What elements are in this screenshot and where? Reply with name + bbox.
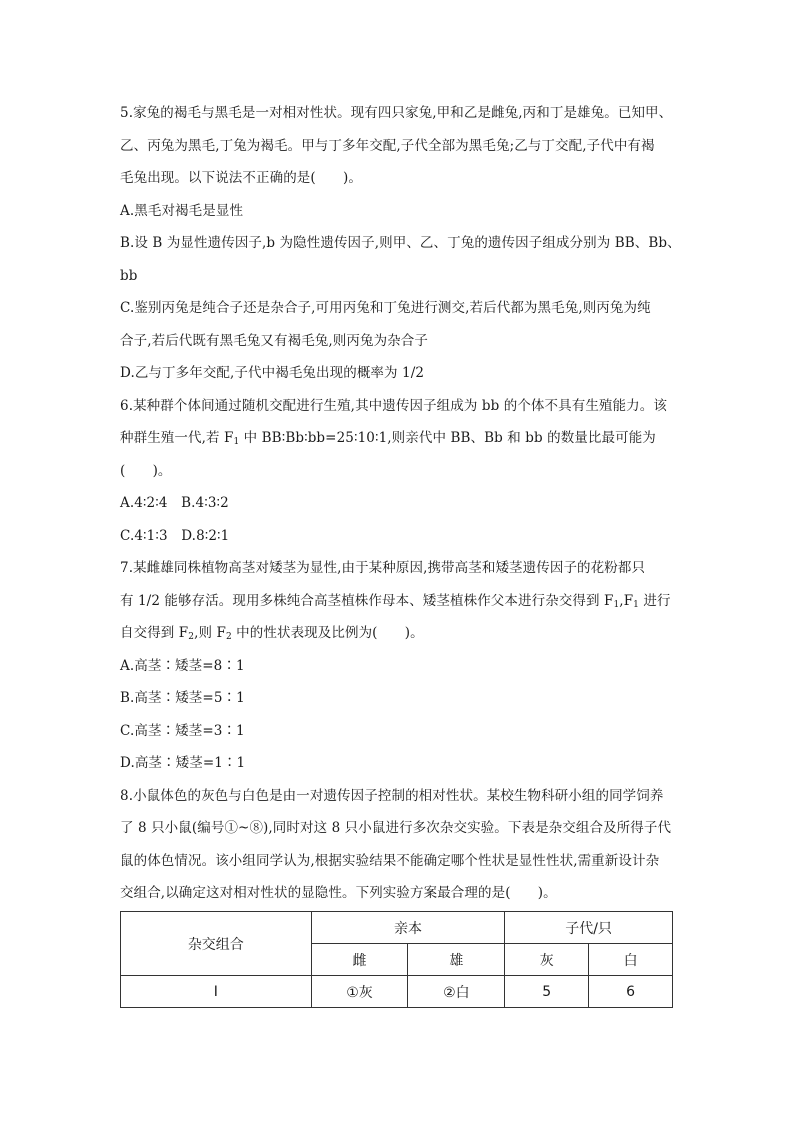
header-gray: 灰 bbox=[505, 944, 589, 976]
q6-options-ab: A.4∶2∶4 B.4∶3∶2 bbox=[120, 495, 229, 511]
q7-stem-line2: 有 1/2 能够存活。现用多株纯合高茎植株作母本、矮茎植株作父本进行杂交得到 $F_1,F_1$ 进行 bbox=[120, 593, 671, 610]
q7-option-d: D.高茎∶矮茎=1∶1 bbox=[120, 755, 246, 771]
q5-stem-line1: 5.家兔的褐毛与黑毛是一对相对性状。现有四只家兔,甲和乙是雌兔,丙和丁是雄兔。已知甲、 bbox=[120, 105, 673, 121]
q5-stem-line3: 毛兔出现。以下说法不正确的是( )。 bbox=[120, 170, 362, 186]
cell-gray-count: 5 bbox=[505, 976, 589, 1008]
table-row bbox=[121, 976, 673, 1008]
q5-stem-line2: 乙、丙兔为黑毛,丁兔为褐毛。甲与丁多年交配,子代全部为黑毛兔;乙与丁交配,子代中有褐 bbox=[120, 138, 655, 154]
q5-option-c-line1: C.鉴别丙兔是纯合子还是杂合子,可用丙兔和丁兔进行测交,若后代都为黑毛兔,则丙兔为纯 bbox=[120, 300, 651, 316]
header-white: 白 bbox=[589, 944, 673, 976]
q8-stem-line1: 8.小鼠体色的灰色与白色是由一对遗传因子控制的相对性状。某校生物科研小组的同学饲养 bbox=[120, 788, 664, 804]
q8-stem-line4: 交组合,以确定这对相对性状的显隐性。下列实验方案最合理的是( )。 bbox=[120, 885, 557, 901]
q6-stem-line2: 种群生殖一代,若 $F_1$ 中 BB∶Bb∶bb=25∶10∶1,则亲代中 BB、Bb 和 bb 的数量比最可能为 bbox=[120, 430, 656, 447]
cell-female: ①灰 bbox=[311, 976, 408, 1008]
cell-white-count: 6 bbox=[589, 976, 673, 1008]
header-male: 雄 bbox=[408, 944, 505, 976]
q6-stem-line3: ( )。 bbox=[120, 463, 172, 479]
q5-option-d: D.乙与丁多年交配,子代中褐毛兔出现的概率为 1/2 bbox=[120, 365, 425, 381]
q5-option-a: A.黑毛对褐毛是显性 bbox=[120, 203, 244, 219]
q7-stem-line3: 自交得到 $F_2$,则 $F_2$ 中的性状表现及比例为( )。 bbox=[120, 625, 424, 642]
q7-stem-line1: 7.某雌雄同株植物高茎对矮茎为显性,由于某种原因,携带高茎和矮茎遗传因子的花粉都只 bbox=[120, 560, 646, 576]
header-parents: 亲本 bbox=[311, 912, 505, 944]
q5-option-c-line2: 合子,若后代既有黑毛兔又有褐毛兔,则丙兔为杂合子 bbox=[120, 333, 428, 349]
q7-option-a: A.高茎∶矮茎=8∶1 bbox=[120, 658, 245, 674]
cell-male: ②白 bbox=[408, 976, 505, 1008]
q7-option-c: C.高茎∶矮茎=3∶1 bbox=[120, 723, 245, 739]
table-header-row bbox=[121, 912, 673, 944]
header-female: 雌 bbox=[311, 944, 408, 976]
q5-option-b-line1: B.设 B 为显性遗传因子,b 为隐性遗传因子,则甲、乙、丁兔的遗传因子组成分别为 BB、Bb、 bbox=[120, 235, 681, 251]
cell-cross: Ⅰ bbox=[121, 976, 312, 1008]
q7-option-b: B.高茎∶矮茎=5∶1 bbox=[120, 690, 245, 706]
cross-experiment-table bbox=[120, 911, 673, 1008]
q5-option-b-line2: bb bbox=[120, 268, 138, 284]
header-cross-group: 杂交组合 bbox=[121, 912, 312, 976]
q6-stem-line1: 6.某种群个体间通过随机交配进行生殖,其中遗传因子组成为 bb 的个体不具有生殖能力。该 bbox=[120, 398, 667, 414]
q8-stem-line2: 了 8 只小鼠(编号①~⑧),同时对这 8 只小鼠进行多次杂交实验。下表是杂交组合及所得子代 bbox=[120, 820, 672, 836]
q6-options-cd: C.4∶1∶3 D.8∶2∶1 bbox=[120, 528, 230, 544]
q8-stem-line3: 鼠的体色情况。该小组同学认为,根据实验结果不能确定哪个性状是显性性状,需重新设计杂 bbox=[120, 853, 660, 869]
header-offspring: 子代/只 bbox=[505, 912, 673, 944]
